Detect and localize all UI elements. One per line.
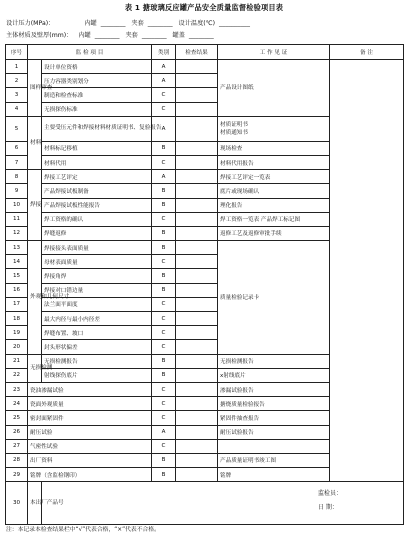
row-cat: B — [152, 283, 176, 297]
jacket-blank[interactable]: ________ — [147, 20, 173, 27]
row-cat: B — [152, 226, 176, 240]
inner-blank[interactable]: ________ — [100, 20, 126, 27]
row-no: 8 — [6, 170, 28, 184]
inner-label-2: 内罐 — [78, 32, 91, 39]
row-cat: B — [152, 184, 176, 198]
basis-xray-film: x射线底片 — [218, 368, 330, 382]
col-no: 序号 — [6, 45, 28, 60]
basis-substitution: 材料代用报告 — [218, 155, 330, 169]
row-result[interactable] — [176, 354, 218, 368]
row-item: 封头形状偏差 — [42, 340, 152, 354]
row-no: 22 — [6, 368, 28, 382]
basis-fastener-report: 紧固件抽查报告 — [218, 411, 330, 425]
row-cat: B — [152, 269, 176, 283]
row-result[interactable] — [176, 468, 218, 482]
row-result[interactable] — [176, 269, 218, 283]
row-cat: C — [152, 326, 176, 340]
row-cat: C — [152, 155, 176, 169]
row-cat: C — [152, 382, 176, 396]
col-item: 监 检 项 目 — [28, 45, 152, 60]
row-cat: C — [152, 439, 176, 453]
final-signoff-cell — [42, 482, 404, 525]
row-result[interactable] — [176, 283, 218, 297]
col-remark: 备 注 — [330, 45, 404, 60]
row-item: 压力容器类别划分 — [42, 74, 152, 88]
row-cat: C — [152, 102, 176, 116]
row-cat: B — [152, 368, 176, 382]
row-item: 焊接角焊 — [42, 269, 152, 283]
row-no: 25 — [6, 411, 28, 425]
row-result[interactable] — [176, 312, 218, 326]
row-result[interactable] — [176, 198, 218, 212]
basis-site-check: 现场检查 — [218, 141, 330, 155]
row-no: 29 — [6, 468, 28, 482]
basis-design: 产品设计图纸 — [218, 60, 330, 117]
inspector-label: 监检员： — [318, 490, 343, 497]
row-no: 26 — [6, 425, 28, 439]
col-result: 检查结果 — [176, 45, 218, 60]
row-result[interactable] — [176, 60, 218, 74]
row-result[interactable] — [176, 326, 218, 340]
row-cat: C — [152, 255, 176, 269]
row-cat: A — [152, 170, 176, 184]
design-pressure-label: 设计压力(MPa)： — [6, 20, 55, 27]
row-result[interactable] — [176, 102, 218, 116]
row-result[interactable] — [176, 170, 218, 184]
table-header-row — [6, 45, 404, 60]
row-item: 射线探伤底片 — [42, 368, 152, 382]
row-no: 12 — [6, 226, 28, 240]
basis-ndt-report: 无损检测报告 — [218, 354, 330, 368]
inner-blank-2[interactable]: ________ — [94, 32, 120, 39]
basis-repair: 返修工艺及返修审批手续 — [218, 226, 330, 240]
row-item: 母材表面质量 — [42, 255, 152, 269]
row-no: 30 — [6, 482, 28, 525]
col-basis: 工 作 见 证 — [218, 45, 330, 60]
row-cat: C — [152, 297, 176, 311]
row-no: 14 — [6, 255, 28, 269]
row-result[interactable] — [176, 184, 218, 198]
row-item: 焊缝返修 — [42, 226, 152, 240]
material-label: 主体材质及壁厚(mm)： — [6, 32, 73, 39]
table-row — [6, 60, 404, 74]
row-item: 气密性试验 — [28, 439, 152, 453]
row-cat: C — [152, 212, 176, 226]
row-result[interactable] — [176, 116, 218, 141]
row-cat: B — [152, 453, 176, 467]
row-item: 制造和检查标准 — [42, 88, 152, 102]
row-result[interactable] — [176, 411, 218, 425]
row-no: 7 — [6, 155, 28, 169]
row-no: 4 — [6, 102, 28, 116]
row-result[interactable] — [176, 425, 218, 439]
row-no: 24 — [6, 397, 28, 411]
row-cat: A — [152, 116, 176, 141]
basis-quality-cert: 产品质量证明书竣工图 — [218, 453, 330, 467]
row-result[interactable] — [176, 453, 218, 467]
design-temp-blank[interactable]: __________ — [219, 20, 250, 27]
row-cat: A — [152, 60, 176, 74]
head-label: 罐盖 — [172, 32, 185, 39]
row-cat: C — [152, 340, 176, 354]
row-cat: B — [152, 241, 176, 255]
jacket-label-2: 夹套 — [125, 32, 138, 39]
head-blank[interactable]: ________ — [188, 32, 214, 39]
jacket-label: 夹套 — [131, 20, 144, 27]
basis-pressure-report: 耐压试验报告 — [218, 425, 330, 439]
row-no: 27 — [6, 439, 28, 453]
row-item: 法兰面平面度 — [42, 297, 152, 311]
remark-cell[interactable] — [330, 60, 404, 482]
row-no: 1 — [6, 60, 28, 74]
row-cat: C — [152, 411, 176, 425]
table-row-final — [6, 482, 404, 525]
row-no: 28 — [6, 453, 28, 467]
row-item: 焊缝布置、坡口 — [42, 326, 152, 340]
basis-film-confirm: 底片或现场确认 — [218, 184, 330, 198]
row-result[interactable] — [176, 397, 218, 411]
row-item: 焊接接头表面质量 — [42, 241, 152, 255]
design-temp-label: 设计温度(℃) — [178, 20, 216, 27]
row-cat: C — [152, 88, 176, 102]
row-item: 无损检测报告 — [42, 354, 152, 368]
row-item: 焊接对口错边量 — [42, 283, 152, 297]
group-dimension: 外观和几何尺寸 — [28, 241, 42, 355]
footnote: 注：本记录本检查结果栏中“√”代表合格，“×”代表不合格。 — [6, 527, 160, 533]
basis-weld-procedure: 焊接工艺评定一览表 — [218, 170, 330, 184]
row-result[interactable] — [176, 297, 218, 311]
group-weld: 焊接 — [28, 170, 42, 241]
group-final: 本出厂产品号 — [28, 482, 42, 525]
row-result[interactable] — [176, 226, 218, 240]
basis-leak-report: 渗漏试验报告 — [218, 382, 330, 396]
row-result[interactable] — [176, 88, 218, 102]
row-no: 16 — [6, 283, 28, 297]
group-material: 材料 — [28, 116, 42, 169]
row-cat: B — [152, 198, 176, 212]
row-item: 材料代用 — [42, 155, 152, 169]
row-item: 铭牌（含监检钢印） — [28, 468, 152, 482]
row-item: 焊接工艺评定 — [42, 170, 152, 184]
basis-physchem: 理化报告 — [218, 198, 330, 212]
row-cat: B — [152, 141, 176, 155]
basis-enamel-report: 搪烧质量检验报告 — [218, 397, 330, 411]
row-item: 产品焊接试板性能报告 — [42, 198, 152, 212]
row-item: 瓷面外观质量 — [28, 397, 152, 411]
row-result[interactable] — [176, 368, 218, 382]
row-item: 耐压试验 — [28, 425, 152, 439]
table-title: 表 1 搪玻璃反应罐产品安全质量监督检验项目表 — [124, 3, 284, 12]
row-no: 19 — [6, 326, 28, 340]
row-cat: A — [152, 74, 176, 88]
row-result[interactable] — [176, 340, 218, 354]
col-cat: 类别 — [152, 45, 176, 60]
row-item: 设计单位资格 — [42, 60, 152, 74]
group-ndt: 无损检测 — [28, 354, 42, 382]
header-line-1 — [6, 18, 254, 27]
basis-material-cert: 材质证明书 材质通知书 — [218, 116, 330, 141]
row-no: 17 — [6, 297, 28, 311]
row-result[interactable] — [176, 141, 218, 155]
basis-nameplate: 铭牌 — [218, 468, 330, 482]
row-result[interactable] — [176, 212, 218, 226]
inspection-table — [5, 44, 404, 525]
row-no: 20 — [6, 340, 28, 354]
row-cat: A — [152, 425, 176, 439]
row-cat: B — [152, 354, 176, 368]
row-cat: B — [152, 468, 176, 482]
row-result[interactable] — [176, 74, 218, 88]
row-item: 瓷油渗漏试验 — [28, 382, 152, 396]
inner-label: 内罐 — [84, 20, 97, 27]
row-item: 材料标记移植 — [42, 141, 152, 155]
header-line-2 — [6, 30, 218, 39]
row-item: 主要受压元件和焊接材料材质证明书、复验报告 — [42, 116, 152, 141]
row-item: 密封面紧固件 — [28, 411, 152, 425]
row-item: 焊工资格的确认 — [42, 212, 152, 226]
row-cat: C — [152, 312, 176, 326]
basis-empty — [218, 439, 330, 453]
row-no: 15 — [6, 269, 28, 283]
row-no: 13 — [6, 241, 28, 255]
basis-quality-card: 质量检验记录卡 — [218, 241, 330, 355]
row-no: 2 — [6, 74, 28, 88]
row-no: 21 — [6, 354, 28, 368]
row-no: 9 — [6, 184, 28, 198]
row-no: 11 — [6, 212, 28, 226]
jacket-blank-2[interactable]: ________ — [141, 32, 167, 39]
row-item: 最大内径与最小内径差 — [42, 312, 152, 326]
group-design: 图样审查 — [28, 60, 42, 117]
row-cat: C — [152, 397, 176, 411]
row-result[interactable] — [176, 241, 218, 255]
row-result[interactable] — [176, 155, 218, 169]
row-item: 出厂资料 — [28, 453, 152, 467]
row-item: 产品焊接试板制备 — [42, 184, 152, 198]
row-no: 6 — [6, 141, 28, 155]
row-no: 5 — [6, 116, 28, 141]
row-no: 23 — [6, 382, 28, 396]
date-label: 日 期： — [318, 504, 338, 511]
row-no: 18 — [6, 312, 28, 326]
row-no: 10 — [6, 198, 28, 212]
row-result[interactable] — [176, 255, 218, 269]
row-item: 无损探伤标准 — [42, 102, 152, 116]
basis-welder-list: 焊工资格一览表 产品焊工标记图 — [218, 212, 330, 226]
row-no: 3 — [6, 88, 28, 102]
row-result[interactable] — [176, 382, 218, 396]
row-result[interactable] — [176, 439, 218, 453]
